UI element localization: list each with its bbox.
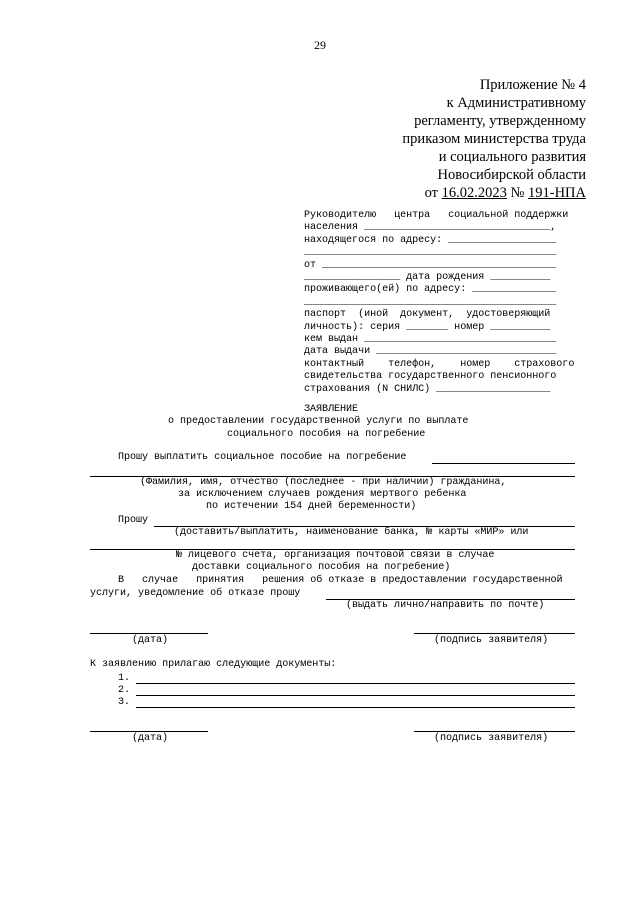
addressee-line: находящегося по адресу: __________________ [304, 234, 557, 246]
date-prefix: от [424, 185, 442, 201]
request-text: Прошу выплатить социальное пособие на погребение [118, 452, 407, 463]
document-item-number: 3. [118, 697, 131, 708]
addressee-line: __________________________________________ [304, 296, 557, 308]
signature-label: (подпись заявителя) [434, 635, 549, 646]
refusal-text: услуги, уведомление об отказе прошу [90, 588, 301, 599]
hint-text: (выдать лично/направить по почте) [346, 600, 545, 611]
addressee-line: дата выдачи ______________________________ [304, 346, 557, 358]
document-title: ЗАЯВЛЕНИЕ [304, 404, 359, 415]
hint-text: (доставить/выплатить, наименование банка, № карты «МИР» или [174, 527, 529, 538]
hint-text: за исключением случаев рождения мертвого ребенка [178, 489, 467, 500]
hint-text: (Фамилия, имя, отчество (последнее - при наличии) гражданина, [140, 477, 507, 488]
addressee-line: от _______________________________________ [304, 259, 557, 271]
addressee-line: страхования (N СНИЛС) ___________________ [304, 383, 551, 395]
heading-line: о предоставлении государственной услуги по выплате [168, 416, 469, 428]
document-item-line[interactable] [136, 695, 575, 696]
refusal-text: В случае принятия решения об отказе в предоставлении государственной [118, 575, 563, 586]
appendix-line: и социального развития [438, 149, 586, 165]
appendix-line: Новосибирской области [437, 167, 586, 183]
request-field-line[interactable] [432, 463, 575, 464]
prosh-label: Прошу [118, 515, 149, 526]
order-number: 191-НПА [528, 185, 586, 201]
addressee-line: __________________________________________ [304, 247, 557, 259]
addressee-line: Руководителю центра социальной поддержки [304, 210, 569, 221]
addressee-line: контактный телефон, номер страхового [304, 358, 575, 370]
appendix-line: Приложение № 4 [479, 77, 586, 93]
appendix-line: регламенту, утвержденному [414, 113, 586, 129]
signature-field-line[interactable] [414, 633, 575, 634]
documents-intro: К заявлению прилагаю следующие документы: [90, 659, 337, 670]
signature-label: (подпись заявителя) [434, 733, 549, 744]
order-date: 16.02.2023 [441, 185, 507, 201]
appendix-date-line [326, 184, 586, 202]
appendix-line: приказом министерства труда [402, 131, 586, 147]
addressee-line: паспорт (иной документ, удостоверяющий [304, 309, 551, 321]
hint-text: по истечении 154 дней беременности) [206, 501, 417, 512]
date-label: (дата) [132, 733, 169, 744]
document-item-number: 2. [118, 685, 131, 696]
addressee-line: населения _______________________________, [304, 222, 557, 234]
hint-text: доставки социального пособия на погребение) [192, 562, 451, 573]
document-item-line[interactable] [136, 707, 575, 708]
document-item-line[interactable] [136, 683, 575, 684]
signature-field-line[interactable] [414, 731, 575, 732]
document-heading [90, 404, 590, 441]
heading-line: социального пособия на погребение [227, 428, 426, 440]
addressee-block [304, 210, 594, 396]
date-field-line[interactable] [90, 633, 208, 634]
document-item-number: 1. [118, 673, 131, 684]
addressee-line: кем выдан ________________________________ [304, 334, 557, 346]
number-sign: № [506, 185, 528, 201]
appendix-header [326, 76, 586, 202]
hint-text: № лицевого счета, организация почтовой связи в случае [176, 550, 495, 561]
addressee-line: свидетельства государственного пенсионного [304, 371, 557, 383]
date-label: (дата) [132, 635, 169, 646]
appendix-line: к Административному [446, 95, 586, 111]
addressee-line: ________________ дата рождения __________ [304, 272, 551, 284]
date-field-line[interactable] [90, 731, 208, 732]
page-number: 29 [314, 38, 326, 52]
addressee-line: проживающего(ей) по адресу: ______________ [304, 284, 557, 296]
addressee-line: личность): серия _______ номер __________ [304, 321, 551, 333]
